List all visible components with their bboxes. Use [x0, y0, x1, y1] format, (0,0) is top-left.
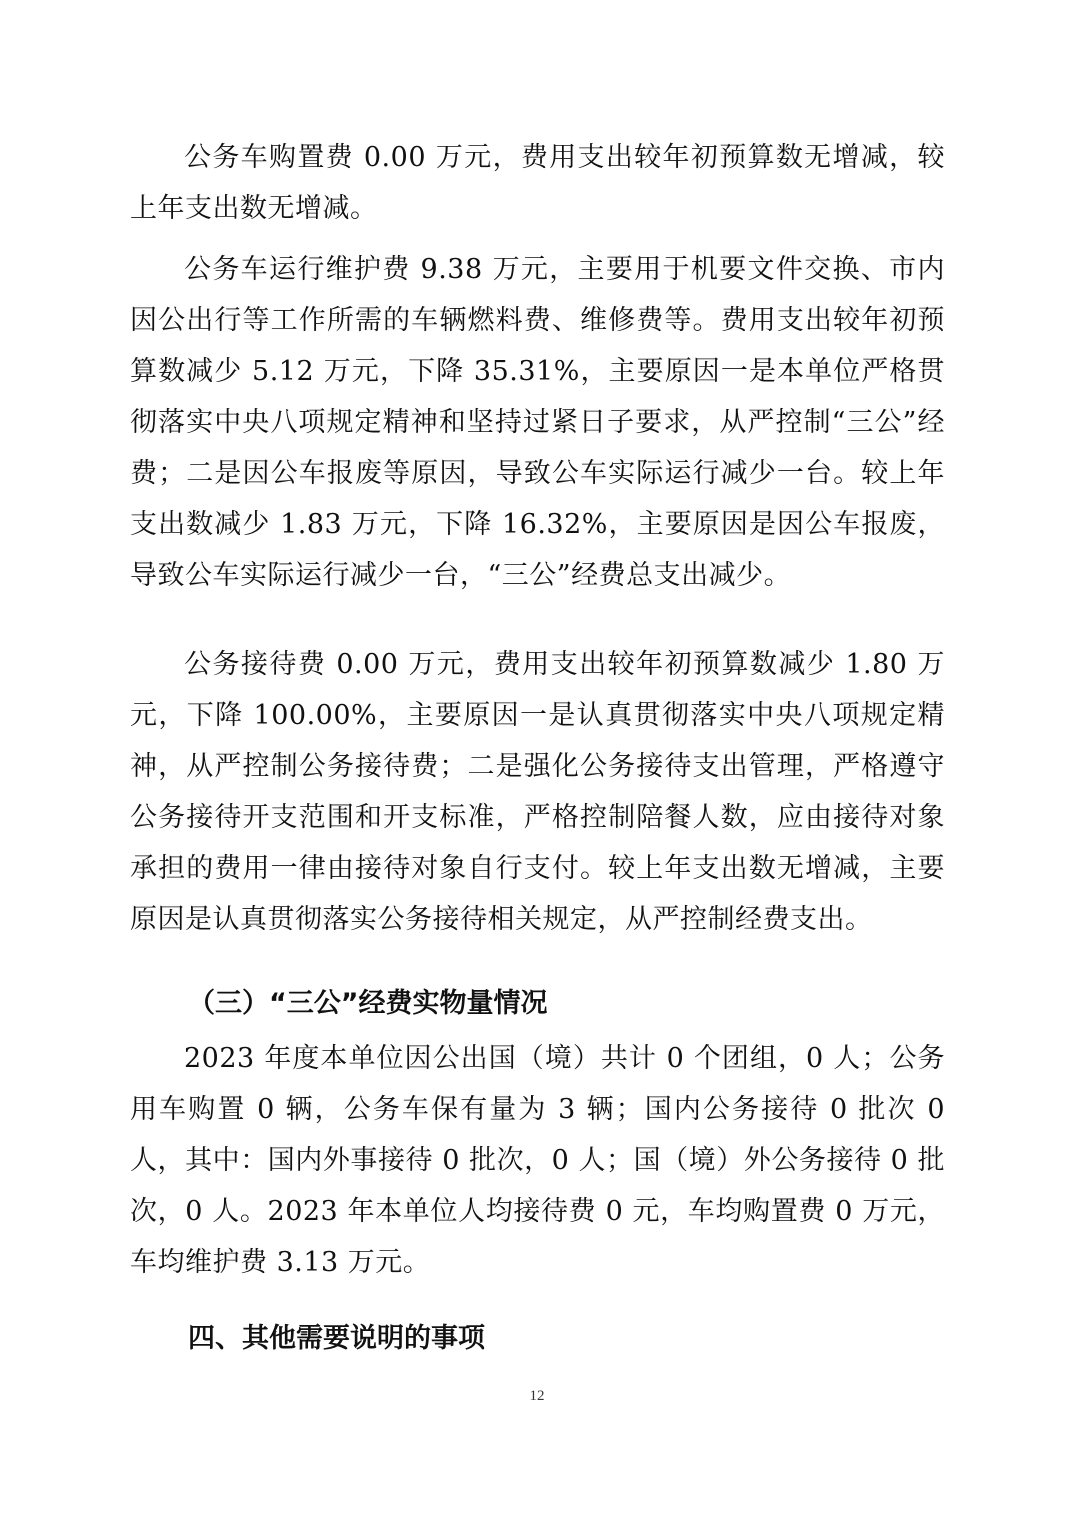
section-heading-physical-quantity: （三）“三公”经费实物量情况 [188, 988, 548, 1019]
paragraph-physical-quantity: 2023 年度本单位因公出国（境）共计 0 个团组，0 人；公务用车购置 0 辆，公务车保有量为 3 辆；国内公务接待 0 批次 0 人，其中：国内外事接待 0 批次，0 人；国（境）外公务接待 0 批次，0 人。2023 年本单位人均接待费 0 元，车均购置费 0 万元，车均维护费 3.13 万元。 [130, 1043, 945, 1278]
page-number: 12 [529, 1388, 545, 1404]
paragraph-reception-expense: 公务接待费 0.00 万元，费用支出较年初预算数减少 1.80 万元，下降 100.00%，主要原因一是认真贯彻落实中央八项规定精神，从严控制公务接待费；二是强化公务接待支出管理，严格遵守公务接待开支范围和开支标准，严格控制陪餐人数，应由接待对象承担的费用一律由接待对象自行支付。较上年支出数无增减，主要原因是认真贯彻落实公务接待相关规定，从严控制经费支出。 [130, 649, 945, 935]
paragraph-vehicle-purchase: 公务车购置费 0.00 万元，费用支出较年初预算数无增减，较上年支出数无增减。 [130, 142, 945, 224]
paragraph-vehicle-maintenance: 公务车运行维护费 9.38 万元，主要用于机要文件交换、市内因公出行等工作所需的车辆燃料费、维修费等。费用支出较年初预算数减少 5.12 万元，下降 35.31%，主要原因一是本单位严格贯彻落实中央八项规定精神和坚持过紧日子要求，从严控制“三公”经费；二是因公车报废等原因，导致公车实际运行减少一台。较上年支出数减少 1.83 万元，下降 16.32%，主要原因是因公车报废，导致公车实际运行减少一台，“三公”经费总支出减少。 [130, 254, 945, 591]
section-heading-other-matters: 四、其他需要说明的事项 [188, 1323, 485, 1354]
